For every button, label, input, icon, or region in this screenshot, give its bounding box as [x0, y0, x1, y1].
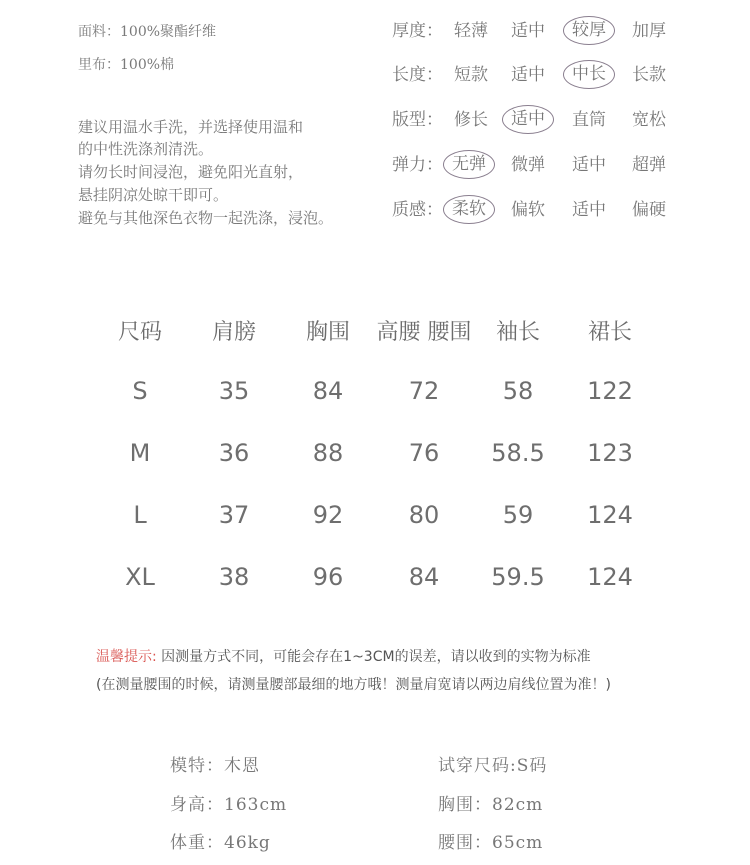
property-fit [392, 105, 732, 135]
size-table-cell: 59 [502, 501, 534, 529]
size-table-cell: 122 [587, 377, 633, 405]
property-label: 质感： [392, 200, 443, 220]
size-table-cell: 76 [408, 439, 440, 467]
property-option: 超弹 [632, 155, 666, 175]
fabric-material: 面料：100%聚酯纤维 [78, 24, 217, 40]
size-table-cell: 35 [218, 377, 250, 405]
property-label: 长度： [392, 65, 443, 85]
size-table-cell: 38 [218, 563, 250, 591]
size-table-header: 尺码 [117, 320, 163, 345]
property-option-selected: 无弹 [443, 150, 495, 179]
property-thickness [392, 16, 732, 46]
size-table-header: 胸围 [305, 320, 351, 345]
size-table-cell: 84 [312, 377, 344, 405]
measurement-notice [96, 646, 591, 666]
property-option: 适中 [511, 21, 545, 41]
size-table-cell: 88 [312, 439, 344, 467]
property-option: 直筒 [572, 110, 606, 130]
size-table-header: 裙长 [587, 320, 633, 345]
size-table-cell: L [133, 501, 147, 529]
model-name: 模特：木恩 [170, 756, 260, 776]
property-option: 短款 [454, 65, 488, 85]
property-option: 适中 [572, 200, 606, 220]
size-table-cell: 84 [408, 563, 440, 591]
property-option-selected: 适中 [502, 105, 554, 134]
property-texture [392, 195, 732, 225]
notice-detail: (在测量腰围的时候，请测量腰部最细的地方哦！测量肩宽请以两边肩线位置为准！) [96, 677, 611, 693]
property-option: 修长 [454, 110, 488, 130]
size-table-cell: S [132, 377, 148, 405]
notice-label: 温馨提示: [96, 649, 157, 665]
size-table-cell: 96 [312, 563, 344, 591]
size-table-cell: 36 [218, 439, 250, 467]
property-label: 版型： [392, 110, 443, 130]
property-label: 弹力： [392, 155, 443, 175]
size-table-cell: 58 [502, 377, 534, 405]
care-line: 请勿长时间浸泡，避免阳光直射， [78, 163, 304, 181]
model-bust: 胸围：82cm [438, 795, 544, 815]
property-option-selected: 中长 [563, 60, 615, 89]
care-line: 悬挂阴凉处晾干即可。 [78, 186, 229, 204]
model-size: 试穿尺码:S码 [438, 756, 548, 776]
size-table-cell: 37 [218, 501, 250, 529]
size-table-header: 高腰 腰围 [376, 320, 472, 345]
care-line: 的中性洗涤剂清洗。 [78, 140, 214, 158]
property-option: 适中 [511, 65, 545, 85]
size-table-cell: 124 [587, 563, 633, 591]
size-table-header: 袖长 [495, 320, 541, 345]
size-table-header: 肩膀 [211, 320, 257, 345]
notice-text: 因测量方式不同，可能会存在1~3CM的误差，请以收到的实物为标准 [161, 649, 591, 665]
property-option: 轻薄 [454, 21, 488, 41]
property-option-selected: 较厚 [563, 16, 615, 45]
size-table-cell: XL [125, 563, 155, 591]
property-option: 宽松 [632, 110, 666, 130]
care-line: 建议用温水手洗，并选择使用温和 [78, 118, 304, 136]
size-table-cell: 124 [587, 501, 633, 529]
care-line: 避免与其他深色衣物一起洗涤，浸泡。 [78, 209, 334, 227]
size-table-cell: 72 [408, 377, 440, 405]
size-table-cell: 80 [408, 501, 440, 529]
model-height: 身高：163cm [170, 795, 288, 815]
property-option: 偏软 [511, 200, 545, 220]
size-table-cell: 92 [312, 501, 344, 529]
property-elasticity [392, 150, 732, 180]
property-option: 微弹 [511, 155, 545, 175]
property-option-selected: 柔软 [443, 195, 495, 224]
size-table-cell: 58.5 [491, 439, 545, 467]
size-table-cell: 59.5 [491, 563, 545, 591]
property-length [392, 60, 732, 90]
property-option: 适中 [572, 155, 606, 175]
property-option: 加厚 [632, 21, 666, 41]
model-weight: 体重：46kg [170, 833, 271, 853]
fabric-lining: 里布：100%棉 [78, 57, 175, 73]
size-table-cell: 123 [587, 439, 633, 467]
property-option: 偏硬 [632, 200, 666, 220]
property-label: 厚度： [392, 21, 443, 41]
property-option: 长款 [632, 65, 666, 85]
size-table-cell: M [129, 439, 151, 467]
model-waist: 腰围：65cm [438, 833, 544, 853]
